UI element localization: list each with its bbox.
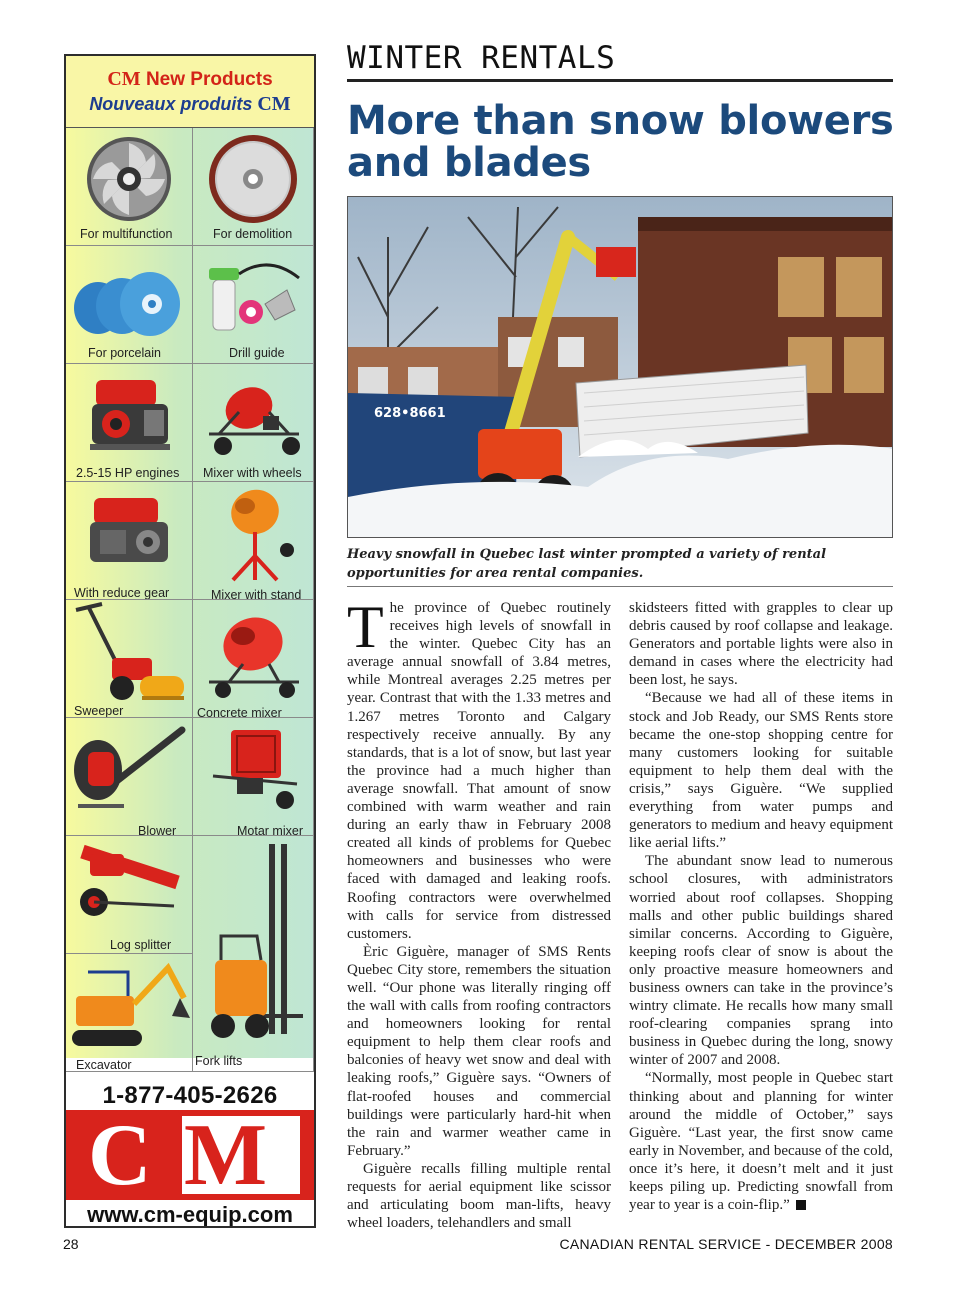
product-multifunction-blade: For multifunction bbox=[66, 128, 193, 246]
cm-logo: C M bbox=[66, 1110, 314, 1200]
product-excavator: Excavator bbox=[66, 954, 193, 1072]
paragraph: The province of Quebec routinely receives high levels of snowfall in the winter. Quebec City has an average annual snowfall of 3.84 metres, while Montreal averages 2.25 metres per year. Contrast that with the 1.33 metres and 1.267 metres Toronto and Calgary respectively receive annually. By any standards, that is a lot of snow, but last year the province had a much higher than average snowfall. That amount of snow combined with warm weather and rain during an early thaw in February 2008 created all kinds of problems for Quebec homeowners and businesses who were faced with damaged and leaking roofs. Roofing contractors were overwhelmed with calls for service from distressed customers. bbox=[347, 594, 611, 942]
paragraph: skidsteers fitted with grapples to clear up debris caused by roof collapse and leakage. Generators and portable lights were also in demand in cases where the electricity had been lost, he says. bbox=[629, 600, 893, 689]
svg-text:628•8661: 628•8661 bbox=[374, 406, 446, 421]
sweeper-icon bbox=[68, 602, 186, 712]
mortar-mixer-icon bbox=[207, 724, 307, 824]
product-reduce-gear: With reduce gear bbox=[66, 482, 193, 600]
paragraph: “Normally, most people in Quebec start thinking about and planning for winter around the middle of October,” says Giguère. “Last year, the first snow came early in November, and because of the cold, once it’s here, it doesn’t melt and it just keeps piling up. Predicting snowfall from year to year is a coin-flip.” bbox=[629, 1070, 893, 1214]
product-sweeper: Sweeper bbox=[66, 600, 193, 718]
headline: More than snow blowers and blades bbox=[347, 98, 894, 186]
snow-roof-photo-illustration bbox=[348, 197, 893, 538]
paragraph: Èric Giguère, manager of SMS Rents Quebec City store, remembers the situation well. “Our phone was literally ringing off the wall with calls from roofing contractors and homeowners looking for rental equipment to help them clear roofs and balconies of heavy wet snow and deal with leaking roofs,” Giguère says. “Owners of flat-roofed houses and commercial buildings were particularly hard-hit when the rain and warmer weather came in February.” bbox=[347, 943, 611, 1159]
product-log-splitter: Log splitter bbox=[66, 836, 193, 954]
product-drill-guide: Drill guide bbox=[193, 246, 314, 364]
product-demolition-blade: For demolition bbox=[193, 128, 314, 246]
publication-footer: CANADIAN RENTAL SERVICE - DECEMBER 2008 bbox=[559, 1236, 893, 1252]
drop-cap: T bbox=[347, 594, 384, 660]
excavator-icon bbox=[68, 958, 192, 1058]
diamond-blade-icon bbox=[207, 133, 299, 225]
ad-phone-number: 1-877-405-2626 bbox=[102, 1082, 278, 1109]
caption-rule bbox=[347, 586, 893, 587]
product-engines: 2.5-15 HP engines bbox=[66, 364, 193, 482]
product-mixer-wheels: Mixer with wheels bbox=[193, 364, 314, 482]
section-title: WINTER RENTALS bbox=[347, 40, 616, 76]
saw-blade-icon bbox=[84, 134, 174, 224]
ad-website-link[interactable]: www.cm-equip.com bbox=[87, 1202, 293, 1227]
product-porcelain-blades: For porcelain bbox=[66, 246, 193, 364]
product-concrete-mixer: Concrete mixer bbox=[193, 600, 314, 718]
product-mortar-mixer: Motar mixer bbox=[193, 718, 314, 836]
page-number: 28 bbox=[63, 1236, 79, 1252]
forklift-icon bbox=[199, 840, 309, 1050]
blower-icon bbox=[68, 722, 188, 822]
product-fork-lift: Fork lifts bbox=[193, 836, 314, 1072]
ad-header bbox=[66, 56, 314, 128]
concrete-mixer-icon bbox=[199, 604, 309, 704]
article-column-1 bbox=[347, 594, 611, 1232]
product-blower: Blower bbox=[66, 718, 193, 836]
section-rule bbox=[347, 79, 893, 82]
porcelain-blade-icon bbox=[72, 268, 190, 338]
article-column-2 bbox=[629, 599, 893, 1214]
engine-icon bbox=[86, 372, 178, 458]
cement-mixer-stand-icon bbox=[205, 484, 305, 584]
paragraph: Giguère recalls filling multiple rental requests for aerial equipment like scissor and articulating boom man-lifts, heavy wheel loaders, telehandlers and small bbox=[347, 1160, 611, 1232]
ad-title-en: CM New Products bbox=[107, 68, 273, 90]
log-splitter-icon bbox=[70, 840, 190, 940]
product-mixer-stand: Mixer with stand bbox=[193, 482, 314, 600]
ad-title-fr: Nouveaux produits CM bbox=[89, 93, 291, 115]
paragraph: “Because we had all of these items in stock and Job Ready, our SMS Rents store became the one-stop shopping centre for many customers looking for suitable equipment to help them deal with the crisis,” says Giguère. “We supplied everything from water pumps and generators to medium and heavy equipment like aerial lifts.” bbox=[629, 690, 893, 852]
paragraph: The abundant snow lead to numerous school closures, with administrators worried about roof collapses. Shopping malls and other public buildings shared similar concerns. According to Giguère, keeping roofs clear of snow is about the only proactive measure homeowners and business owners can take in the province’s wintry climate. He recalls how many small roof-clearing companies sprang into business in Quebec during the long, snowy winter of 2007 and 2008. bbox=[629, 853, 893, 1069]
end-mark-icon bbox=[796, 1200, 806, 1210]
geared-engine-icon bbox=[86, 490, 178, 576]
drill-guide-icon bbox=[199, 254, 309, 336]
product-grid bbox=[66, 128, 314, 1072]
cement-mixer-wheels-icon bbox=[199, 372, 309, 462]
cm-advertisement bbox=[64, 54, 316, 1228]
article-photo bbox=[347, 196, 893, 538]
photo-caption: Heavy snowfall in Quebec last winter prompted a variety of rental opportunities for area rental companies. bbox=[347, 547, 827, 581]
